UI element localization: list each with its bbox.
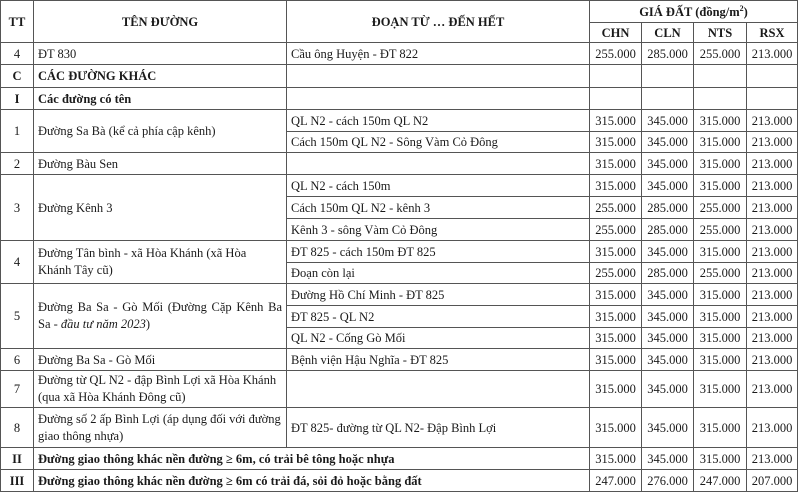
- table-row: [1, 371, 798, 408]
- cell-cln: 345.000: [642, 408, 694, 448]
- cell-nts: [694, 88, 747, 110]
- cell-chn: 315.000: [590, 448, 642, 470]
- header-gia-dat: [590, 1, 798, 23]
- cell-rsx: 207.000: [747, 470, 798, 492]
- section-row: [1, 88, 798, 110]
- cell-segment: Đường Hồ Chí Minh - ĐT 825: [287, 284, 590, 306]
- cell-tt: 2: [1, 153, 34, 175]
- header-row-1: [1, 1, 798, 23]
- table-row: [1, 110, 798, 132]
- cell-tt: I: [1, 88, 34, 110]
- cell-chn: 315.000: [590, 349, 642, 371]
- cell-chn: 315.000: [590, 371, 642, 408]
- cell-tt: 8: [1, 408, 34, 448]
- cell-segment: ĐT 825- đường từ QL N2- Đập Bình Lợi: [287, 408, 590, 448]
- cell-rsx: 213.000: [747, 43, 798, 65]
- cell-name: Đường Ba Sa - Gò Mối: [34, 349, 287, 371]
- cell-segment: Đoạn còn lại: [287, 263, 590, 284]
- cell-nts: 255.000: [694, 263, 747, 284]
- cell-name-italic: đầu tư năm 2023: [60, 317, 146, 331]
- cell-rsx: [747, 65, 798, 88]
- header-doan-tu: ĐOẠN TỪ … ĐẾN HẾT: [287, 1, 590, 43]
- section-title: Đường giao thông khác nền đường ≥ 6m, có trải bê tông hoặc nhựa: [34, 448, 590, 470]
- section-title: CÁC ĐƯỜNG KHÁC: [34, 65, 287, 88]
- cell-chn: 315.000: [590, 408, 642, 448]
- cell-chn: 255.000: [590, 43, 642, 65]
- section-title: Các đường có tên: [34, 88, 287, 110]
- cell-cln: 345.000: [642, 284, 694, 306]
- cell-nts: 315.000: [694, 349, 747, 371]
- section-row: [1, 470, 798, 492]
- cell-rsx: 213.000: [747, 263, 798, 284]
- cell-segment: QL N2 - cách 150m QL N2: [287, 110, 590, 132]
- cell-chn: [590, 65, 642, 88]
- cell-rsx: 213.000: [747, 197, 798, 219]
- cell-tt: 4: [1, 43, 34, 65]
- cell-segment: Kênh 3 - sông Vàm Cỏ Đông: [287, 219, 590, 241]
- cell-cln: 345.000: [642, 110, 694, 132]
- table-row: [1, 153, 798, 175]
- cell-chn: 255.000: [590, 263, 642, 284]
- cell-nts: 315.000: [694, 132, 747, 153]
- cell-name: Đường Bàu Sen: [34, 153, 287, 175]
- section-row: [1, 65, 798, 88]
- cell-tt: C: [1, 65, 34, 88]
- cell-segment: [287, 153, 590, 175]
- cell-nts: 255.000: [694, 197, 747, 219]
- cell-nts: 315.000: [694, 175, 747, 197]
- cell-chn: 247.000: [590, 470, 642, 492]
- cell-cln: 345.000: [642, 241, 694, 263]
- cell-segment: Cách 150m QL N2 - Sông Vàm Cỏ Đông: [287, 132, 590, 153]
- cell-tt: III: [1, 470, 34, 492]
- header-chn: CHN: [590, 23, 642, 43]
- cell-chn: 255.000: [590, 197, 642, 219]
- cell-cln: 285.000: [642, 219, 694, 241]
- cell-cln: 345.000: [642, 328, 694, 349]
- table-row: [1, 349, 798, 371]
- cell-chn: 315.000: [590, 153, 642, 175]
- cell-chn: 255.000: [590, 219, 642, 241]
- cell-cln: [642, 88, 694, 110]
- cell-rsx: 213.000: [747, 241, 798, 263]
- cell-chn: 315.000: [590, 284, 642, 306]
- cell-chn: 315.000: [590, 110, 642, 132]
- header-gia-dat-close: ): [743, 4, 748, 19]
- cell-name: Đường Kênh 3: [34, 175, 287, 241]
- cell-rsx: 213.000: [747, 371, 798, 408]
- cell-nts: 247.000: [694, 470, 747, 492]
- cell-name: Đường từ QL N2 - đập Bình Lợi xã Hòa Khánh (qua xã Hòa Khánh Đông cũ): [34, 371, 287, 408]
- cell-nts: 315.000: [694, 153, 747, 175]
- header-cln: CLN: [642, 23, 694, 43]
- cell-cln: 285.000: [642, 197, 694, 219]
- cell-cln: 345.000: [642, 132, 694, 153]
- cell-chn: 315.000: [590, 132, 642, 153]
- cell-nts: 315.000: [694, 284, 747, 306]
- cell-nts: 315.000: [694, 306, 747, 328]
- cell-tt: 4: [1, 241, 34, 284]
- cell-tt: 6: [1, 349, 34, 371]
- cell-nts: 315.000: [694, 448, 747, 470]
- cell-tt: 7: [1, 371, 34, 408]
- header-tt: TT: [1, 1, 34, 43]
- cell-nts: 315.000: [694, 371, 747, 408]
- cell-name: Đường Sa Bà (kể cả phía cập kênh): [34, 110, 287, 153]
- cell-rsx: 213.000: [747, 306, 798, 328]
- cell-chn: 315.000: [590, 241, 642, 263]
- header-rsx: RSX: [747, 23, 798, 43]
- cell-cln: 276.000: [642, 470, 694, 492]
- cell-chn: 315.000: [590, 175, 642, 197]
- cell-nts: 255.000: [694, 43, 747, 65]
- cell-tt: 3: [1, 175, 34, 241]
- table-row: [1, 408, 798, 448]
- cell-rsx: 213.000: [747, 408, 798, 448]
- cell-tt: 5: [1, 284, 34, 349]
- table-row: [1, 43, 798, 65]
- cell-rsx: 213.000: [747, 328, 798, 349]
- table-row: [1, 241, 798, 263]
- cell-segment: ĐT 825 - QL N2: [287, 306, 590, 328]
- cell-segment: [287, 371, 590, 408]
- cell-chn: 315.000: [590, 306, 642, 328]
- cell-rsx: 213.000: [747, 175, 798, 197]
- cell-cln: 285.000: [642, 263, 694, 284]
- cell-cln: 345.000: [642, 349, 694, 371]
- cell-rsx: 213.000: [747, 284, 798, 306]
- header-gia-dat-label: GIÁ ĐẤT (đồng/m: [639, 4, 740, 19]
- cell-segment: Cách 150m QL N2 - kênh 3: [287, 197, 590, 219]
- section-row: [1, 448, 798, 470]
- cell-cln: 345.000: [642, 153, 694, 175]
- cell-cln: 345.000: [642, 175, 694, 197]
- cell-rsx: 213.000: [747, 132, 798, 153]
- cell-tt: 1: [1, 110, 34, 153]
- cell-cln: 345.000: [642, 306, 694, 328]
- cell-segment: [287, 65, 590, 88]
- cell-segment: QL N2 - Cống Gò Mối: [287, 328, 590, 349]
- cell-segment: QL N2 - cách 150m: [287, 175, 590, 197]
- cell-rsx: 213.000: [747, 349, 798, 371]
- cell-chn: [590, 88, 642, 110]
- cell-nts: 315.000: [694, 241, 747, 263]
- cell-cln: 285.000: [642, 43, 694, 65]
- cell-segment: Bệnh viện Hậu Nghĩa - ĐT 825: [287, 349, 590, 371]
- header-gia-dat-sup: 2: [739, 3, 744, 13]
- cell-nts: 315.000: [694, 408, 747, 448]
- cell-cln: 345.000: [642, 371, 694, 408]
- cell-rsx: [747, 88, 798, 110]
- cell-rsx: 213.000: [747, 153, 798, 175]
- cell-segment: [287, 88, 590, 110]
- header-nts: NTS: [694, 23, 747, 43]
- cell-name: Đường số 2 ấp Bình Lợi (áp dụng đối với đường giao thông nhựa): [34, 408, 287, 448]
- cell-nts: 255.000: [694, 219, 747, 241]
- cell-cln: [642, 65, 694, 88]
- cell-tt: II: [1, 448, 34, 470]
- cell-name-tail: ): [145, 317, 151, 331]
- cell-name: [34, 284, 287, 349]
- table-row: [1, 175, 798, 197]
- cell-cln: 345.000: [642, 448, 694, 470]
- cell-nts: 315.000: [694, 110, 747, 132]
- table-row: [1, 284, 798, 306]
- section-title: Đường giao thông khác nền đường ≥ 6m có trải đá, sỏi đỏ hoặc bằng đất: [34, 470, 590, 492]
- cell-name: ĐT 830: [34, 43, 287, 65]
- cell-segment: ĐT 825 - cách 150m ĐT 825: [287, 241, 590, 263]
- cell-nts: 315.000: [694, 328, 747, 349]
- header-ten-duong: TÊN ĐƯỜNG: [34, 1, 287, 43]
- cell-rsx: 213.000: [747, 110, 798, 132]
- cell-name: Đường Tân bình - xã Hòa Khánh (xã Hòa Khánh Tây cũ): [34, 241, 287, 284]
- cell-rsx: 213.000: [747, 448, 798, 470]
- cell-chn: 315.000: [590, 328, 642, 349]
- cell-rsx: 213.000: [747, 219, 798, 241]
- cell-nts: [694, 65, 747, 88]
- cell-segment: Cầu ông Huyện - ĐT 822: [287, 43, 590, 65]
- cell-name-text: Đường Ba Sa - Gò Mối (Đường Cặp Kênh Ba Sa -: [38, 300, 282, 331]
